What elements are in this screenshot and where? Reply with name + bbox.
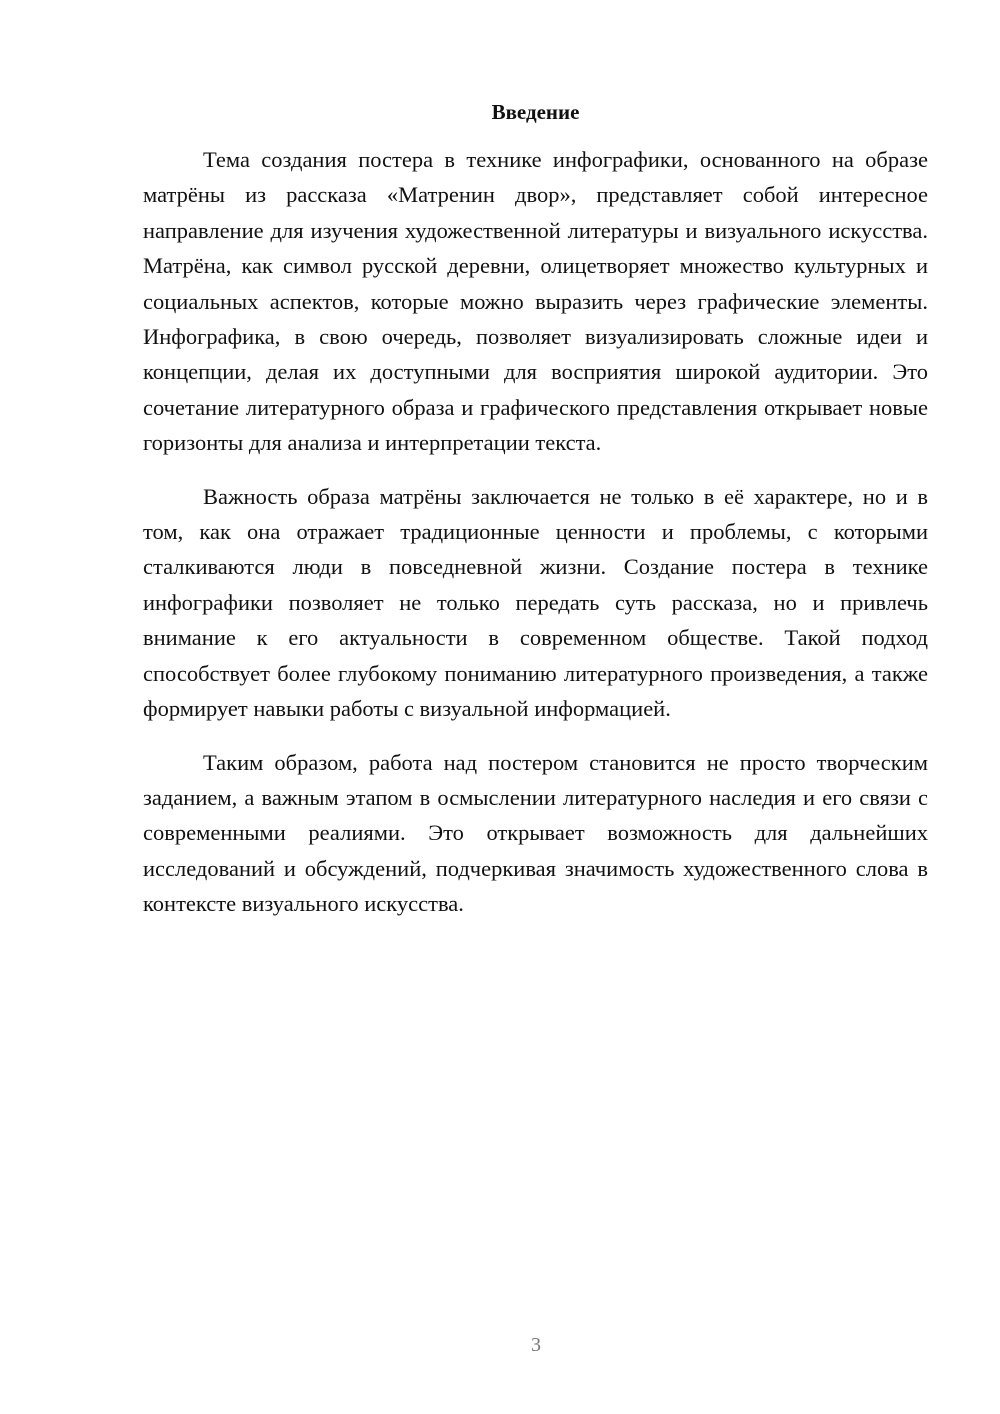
paragraph-2: Важность образа матрёны заключается не только в её характере, но и в том, как она отражает традиционные ценности и проблемы, с которыми сталкиваются люди в повседневной жизни. Создание постера в технике инфографики позволяет не только передать суть рассказа, но и привлечь внимание к его актуальности в современном обществе. Такой подход способствует более глубокому пониманию литературного произведения, а также формирует навыки работы с визуальной информацией. xyxy=(143,483,928,722)
page-number: 3 xyxy=(531,1334,541,1356)
body-text xyxy=(143,142,928,922)
section-title: Введение xyxy=(491,100,580,124)
paragraph-3: Таким образом, работа над постером становится не просто творческим заданием, а важным этапом в осмыслении литературного наследия и его связи с современными реалиями. Это открывает возможность для дальнейших исследований и обсуждений, подчеркивая значимость художественного слова в контексте визуального искусства. xyxy=(143,749,928,917)
paragraph-1: Тема создания постера в технике инфографики, основанного на образе матрёны из рассказа «Матренин двор», представляет собой интересное направление для изучения художественной литературы и визуального искусства. Матрёна, как символ русской деревни, олицетворяет множество культурных и социальных аспектов, которые можно выразить через графические элементы. Инфографика, в свою очередь, позволяет визуализировать сложные идеи и концепции, делая их доступными для восприятия широкой аудитории. Это сочетание литературного образа и графического представления открывает новые горизонты для анализа и интерпретации текста. xyxy=(143,147,928,456)
